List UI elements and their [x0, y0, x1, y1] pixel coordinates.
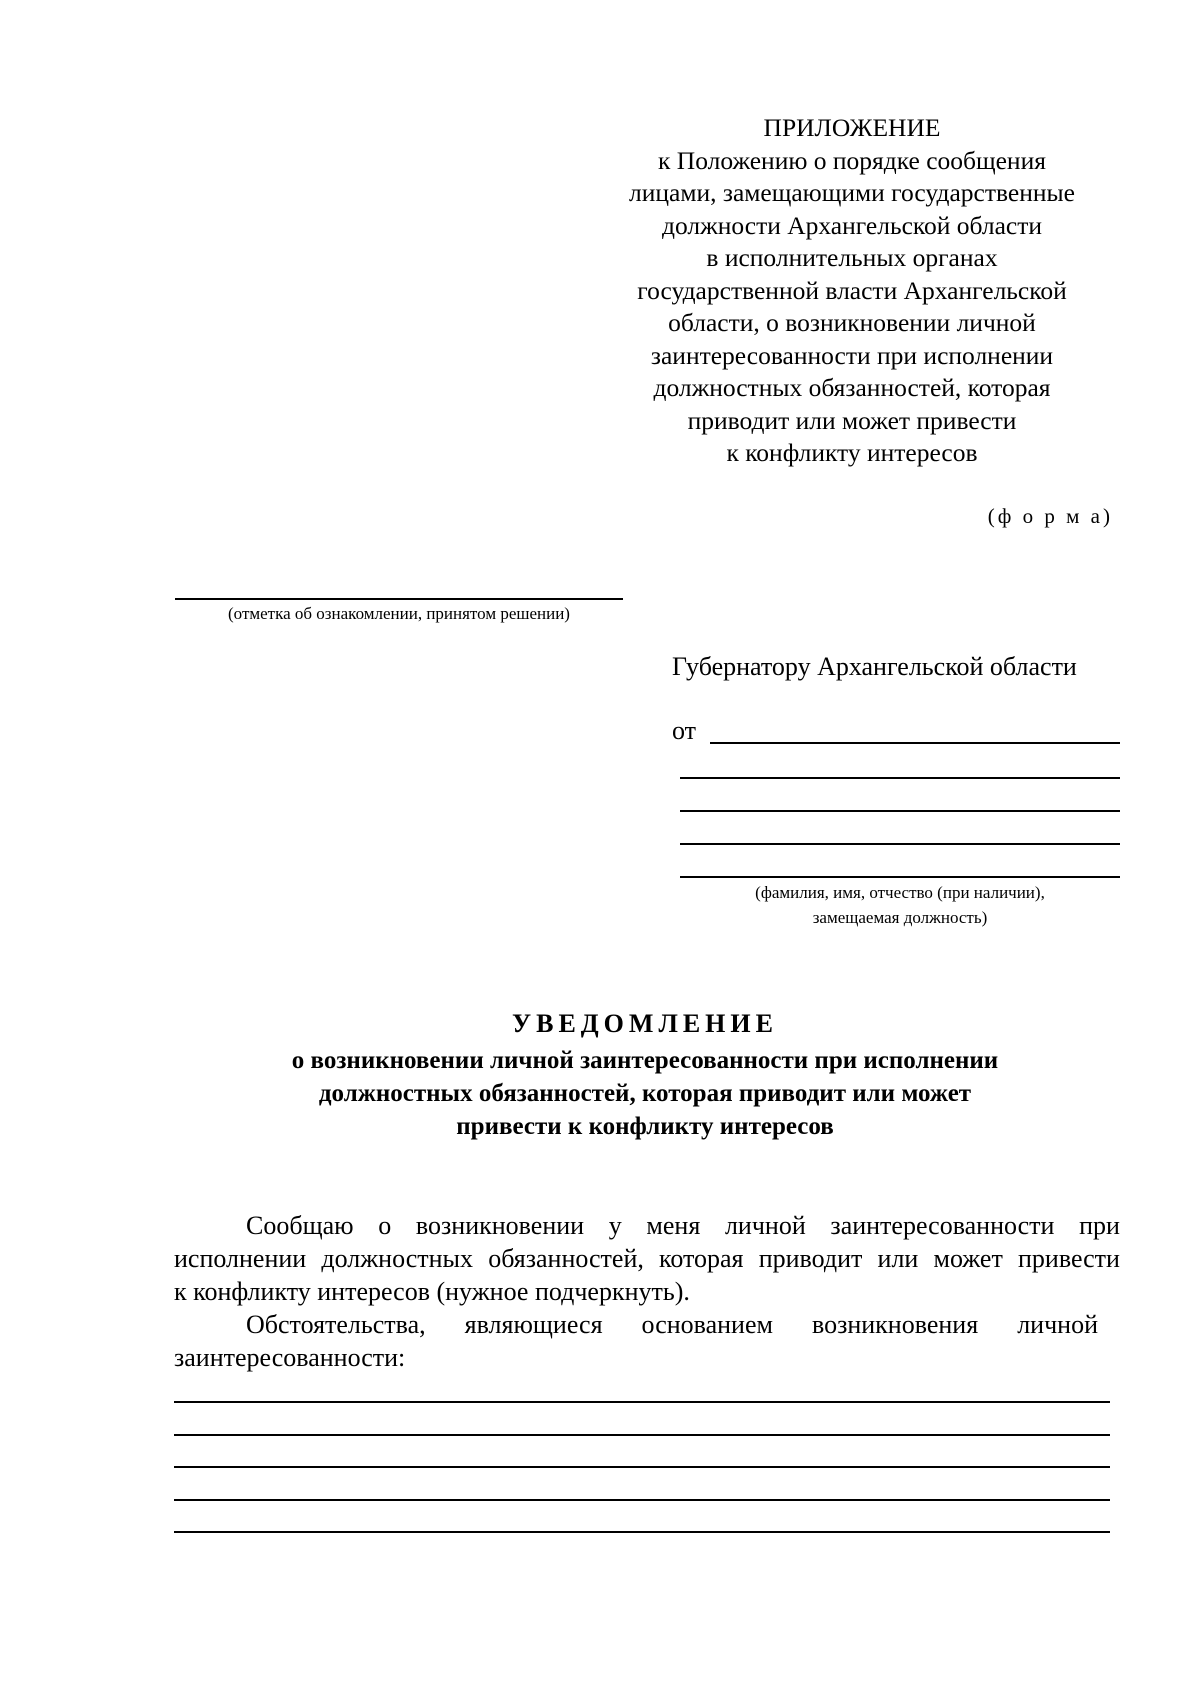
paragraph-line: заинтересованности:: [174, 1343, 406, 1372]
from-fill-line[interactable]: [680, 810, 1120, 812]
appendix-line: должности Архангельской области: [661, 210, 1042, 240]
word: приводит: [758, 1244, 863, 1273]
paragraph-line: к конфликту интересов (нужное подчеркнуть).: [174, 1277, 690, 1306]
word: личной: [724, 1211, 806, 1240]
word: возникновения: [811, 1310, 979, 1339]
appendix-line: области, о возникновении личной: [668, 308, 1036, 337]
paragraph-line: [174, 1209, 1120, 1242]
body-paragraph-1: [174, 1209, 1120, 1308]
word: при: [1079, 1211, 1120, 1240]
appendix-line: к конфликту интересов: [726, 438, 978, 467]
appendix-line: должностных обязанностей, которая: [653, 373, 1051, 402]
word: которая: [659, 1244, 744, 1273]
appendix-line: государственной власти Архангельской: [637, 275, 1067, 305]
from-fill-line[interactable]: [710, 742, 1120, 744]
appendix-line: к Положению о порядке сообщения: [658, 145, 1046, 175]
appendix-line: заинтересованности при исполнении: [650, 340, 1054, 370]
word: должностных: [321, 1244, 474, 1273]
paragraph-line: [174, 1308, 1098, 1341]
mark-signature-line[interactable]: [175, 598, 623, 600]
from-fill-line[interactable]: [680, 876, 1120, 878]
word: возникновении: [415, 1211, 585, 1240]
word: привести: [1018, 1244, 1120, 1273]
from-caption: [680, 880, 1120, 930]
mark-caption: (отметка об ознакомлении, принятом решении): [228, 604, 570, 623]
from-label: от: [672, 716, 697, 745]
paragraph-line: [174, 1242, 1120, 1275]
from-fill-line[interactable]: [680, 843, 1120, 845]
word: заинтересованности: [830, 1211, 1055, 1240]
circumstances-fill-line[interactable]: [174, 1466, 1110, 1468]
from-caption-line: замещаемая должность): [812, 908, 988, 927]
circumstances-fill-line[interactable]: [174, 1499, 1110, 1501]
document-title: УВЕДОМЛЕНИЕ: [512, 1009, 778, 1038]
circumstances-fill-line[interactable]: [174, 1434, 1110, 1436]
subtitle-line: должностных обязанностей, которая приводит или может: [318, 1080, 972, 1107]
form-label: (ф о р м а): [987, 504, 1113, 528]
body-paragraph-2: [174, 1308, 1098, 1374]
appendix-line: лицами, замещающими государственные: [629, 178, 1075, 207]
circumstances-fill-line[interactable]: [174, 1401, 1110, 1403]
word: основанием: [641, 1310, 773, 1339]
word: Сообщаю: [246, 1211, 354, 1240]
word: являющиеся: [464, 1310, 603, 1339]
word: или: [877, 1244, 919, 1273]
word: личной: [1017, 1310, 1098, 1339]
from-fill-line[interactable]: [680, 777, 1120, 779]
word: обязанностей,: [488, 1244, 644, 1273]
appendix-line: ПРИЛОЖЕНИЕ: [763, 113, 941, 142]
addressee-governor: Губернатору Архангельской области: [672, 652, 1077, 681]
subtitle-line: о возникновении личной заинтересованности при исполнении: [291, 1047, 999, 1074]
appendix-line: в исполнительных органах: [706, 243, 998, 272]
document-subtitle: [0, 1044, 1200, 1143]
word: исполнении: [174, 1244, 307, 1273]
word: Обстоятельства,: [246, 1310, 426, 1339]
subtitle-line: привести к конфликту интересов: [456, 1113, 834, 1140]
word: о: [378, 1211, 392, 1240]
circumstances-fill-line[interactable]: [174, 1531, 1110, 1533]
word: может: [933, 1244, 1003, 1273]
appendix-line: приводит или может привести: [687, 405, 1017, 435]
word: меня: [646, 1211, 701, 1240]
from-caption-line: (фамилия, имя, отчество (при наличии),: [755, 883, 1045, 902]
appendix-header: [582, 112, 1122, 470]
word: у: [608, 1211, 622, 1240]
